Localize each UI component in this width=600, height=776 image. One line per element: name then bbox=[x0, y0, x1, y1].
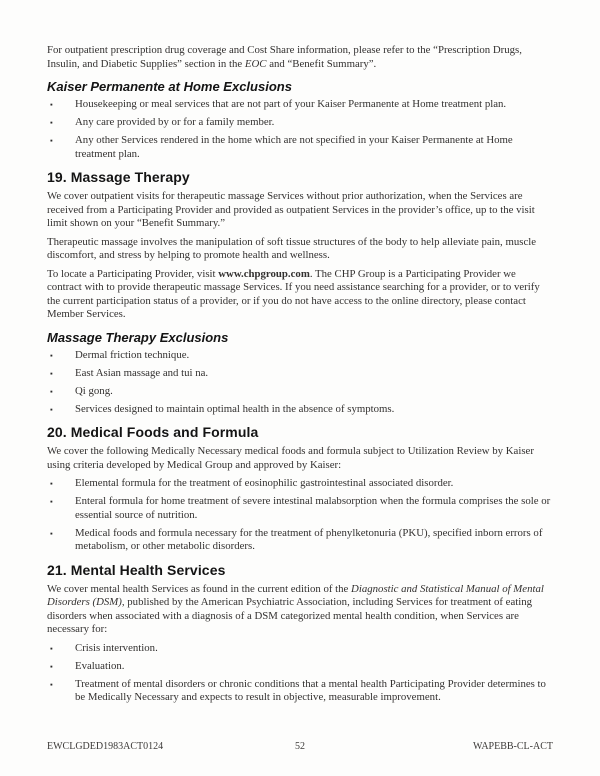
list-item-text: Medical foods and formula necessary for the treatment of phenylketonuria (PKU), specified inborn errors of metabolism, or other metabolic disorders. bbox=[75, 526, 543, 552]
list-item bbox=[47, 660, 553, 674]
list-item bbox=[47, 403, 553, 417]
footer-page-number: 52 bbox=[295, 741, 305, 752]
text-segment: . The CHP Group is a Participating Provider we contract with to provide therapeutic massage Services. If you need assistance searching for a provider, or to verify the current participation status of a provider, or if you do not have access to the online directory, please contact Member Services. bbox=[47, 267, 540, 320]
bullet-icon: ▪ bbox=[50, 404, 53, 414]
list-item bbox=[47, 678, 553, 705]
medical-foods-list bbox=[47, 477, 553, 554]
text-segment: and “Benefit Summary”. bbox=[266, 57, 377, 70]
list-item bbox=[47, 495, 553, 522]
bullet-icon: ▪ bbox=[50, 679, 53, 689]
bullet-icon: ▪ bbox=[50, 100, 53, 109]
text-segment: We cover outpatient visits for therapeutic massage Services without prior authorization, when the Services are received from a Participating Provider and provided as outpatient Services in the provider’s office, up to the visit limit shown on your “Benefit Summary.” bbox=[47, 190, 535, 229]
text-segment: For outpatient prescription drug coverage and Cost Share information, please refer to the “Prescription Drugs, Insulin, and Diabetic Supplies” section in the bbox=[47, 44, 522, 70]
kaiser-home-exclusions-list bbox=[47, 98, 553, 161]
list-item-text: East Asian massage and tui na. bbox=[75, 366, 209, 379]
list-item-text: Housekeeping or meal services that are not part of your Kaiser Permanente at Home treatment plan. bbox=[75, 98, 507, 110]
text-segment: We cover mental health Services as found in the current edition of the bbox=[47, 582, 352, 595]
list-item bbox=[47, 527, 553, 554]
list-item bbox=[47, 349, 553, 363]
list-item-text: Evaluation. bbox=[75, 659, 125, 672]
list-item bbox=[47, 477, 553, 491]
bullet-icon: ▪ bbox=[50, 643, 53, 653]
page-footer bbox=[47, 741, 553, 752]
list-item-text: Elemental formula for the treatment of eosinophilic gastrointestinal associated disorder. bbox=[75, 477, 454, 489]
list-item-text: Crisis intervention. bbox=[75, 641, 158, 654]
heading-massage-exclusions: Massage Therapy Exclusions bbox=[47, 329, 229, 345]
massage-therapy-paragraph bbox=[47, 190, 553, 231]
text-segment: Therapeutic massage involves the manipulation of soft tissue structures of the body to help alleviate pain, muscle discomfort, and stress by helping to promote health and wellness. bbox=[47, 235, 537, 261]
list-item bbox=[47, 385, 553, 399]
text-segment: Diagnostic and Statistical Manual of Mental Disorders (DSM), bbox=[47, 582, 544, 608]
list-item bbox=[47, 642, 553, 656]
bullet-icon: ▪ bbox=[50, 118, 53, 127]
heading-mental-health: 21. Mental Health Services bbox=[47, 561, 226, 578]
medical-foods-paragraph bbox=[47, 445, 553, 472]
text-segment: To locate a Participating Provider, visit bbox=[47, 267, 219, 280]
bullet-icon: ▪ bbox=[50, 497, 53, 506]
heading-massage-therapy: 19. Massage Therapy bbox=[47, 169, 190, 185]
text-segment: www.chpgroup.com bbox=[218, 267, 310, 280]
list-item-text: Dermal friction technique. bbox=[75, 348, 190, 361]
massage-exclusions-list bbox=[47, 349, 553, 417]
mental-health-list bbox=[47, 642, 553, 705]
bullet-icon: ▪ bbox=[50, 479, 53, 488]
text-segment: EOC bbox=[244, 57, 267, 70]
text-segment: published by the American Psychiatric Association, including Services for treatment of eating disorders when associated with a diagnosis of a DSM categorized mental health condition, when Services are necessary for: bbox=[47, 596, 533, 635]
massage-therapy-paragraph bbox=[47, 236, 553, 263]
bullet-icon: ▪ bbox=[50, 528, 53, 538]
bullet-icon: ▪ bbox=[50, 350, 53, 360]
bullet-icon: ▪ bbox=[50, 368, 53, 378]
list-item-text: Any other Services rendered in the home which are not specified in your Kaiser Permanente at Home treatment plan. bbox=[75, 134, 513, 160]
list-item-text: Services designed to maintain optimal health in the absence of symptoms. bbox=[75, 402, 395, 415]
list-item-text: Enteral formula for home treatment of severe intestinal malabsorption when the formula comprises the sole or essential source of nutrition. bbox=[75, 495, 551, 521]
list-item bbox=[47, 134, 553, 161]
bullet-icon: ▪ bbox=[50, 661, 53, 671]
bullet-icon: ▪ bbox=[50, 386, 53, 396]
list-item-text: Qi gong. bbox=[75, 384, 113, 397]
intro-paragraph bbox=[47, 44, 553, 71]
massage-therapy-paragraph bbox=[47, 268, 553, 322]
list-item bbox=[47, 116, 553, 130]
bullet-icon: ▪ bbox=[50, 136, 53, 145]
list-item bbox=[47, 98, 553, 112]
heading-kaiser-home-exclusions: Kaiser Permanente at Home Exclusions bbox=[47, 79, 292, 94]
footer-plan-code: WAPEBB-CL-ACT bbox=[473, 741, 553, 752]
mental-health-paragraph bbox=[47, 583, 553, 637]
text-segment: We cover the following Medically Necessary medical foods and formula subject to Utilization Review by Kaiser using criteria developed by Medical Group and approved by Kaiser: bbox=[47, 445, 534, 471]
list-item bbox=[47, 367, 553, 381]
heading-medical-foods: 20. Medical Foods and Formula bbox=[47, 424, 259, 440]
list-item-text: Treatment of mental disorders or chronic conditions that a mental health Participating Provider determines to be Medically Necessary and expects to result in objective, measurable improvement. bbox=[75, 677, 546, 703]
list-item-text: Any care provided by or for a family member. bbox=[75, 116, 275, 128]
footer-doc-code: EWCLGDED1983ACT0124 bbox=[47, 741, 164, 752]
